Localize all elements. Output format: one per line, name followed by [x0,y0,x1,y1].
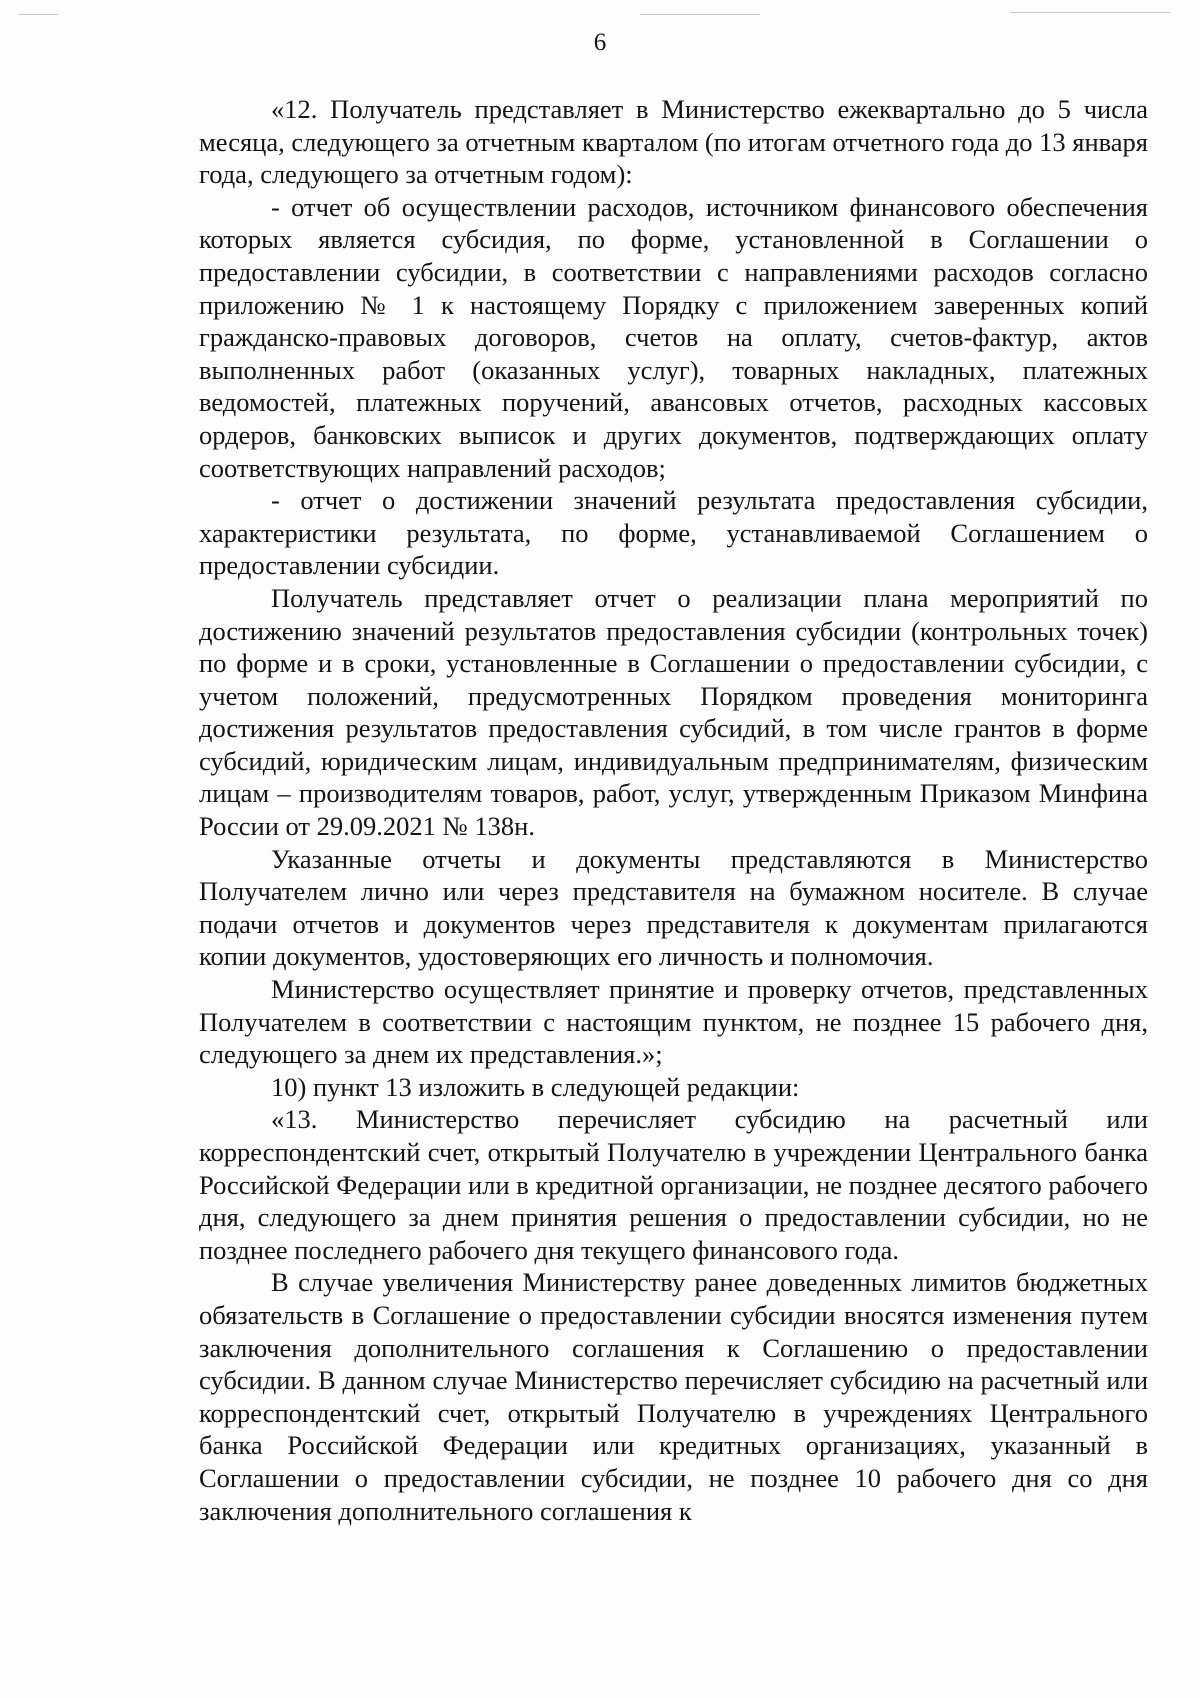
paragraph-item-12: «12. Получатель представляет в Министерство ежеквартально до 5 числа месяца, следующего за отчетным кварталом (по итогам отчетного года до 13 января года, следующего за отчетным годом): [199,94,1148,190]
paragraph-limit-increase: В случае увеличения Министерству ранее доведенных лимитов бюджетных обязательств в Соглашение о предоставлении субсидии вносятся изменения путем заключения дополнительного соглашения к Соглашению о предоставлении субсидии. В данном случае Министерство перечисляет субсидию на расчетный или корреспондентский счет, открытый Получателю в учреждениях Центрального банка Российской Федерации или кредитных организациях, указанный в Соглашении о предоставлении субсидии, не позднее 10 рабочего дня со дня заключения дополнительного соглашения к [199,1267,1148,1526]
paragraph-amendment-10: 10) пункт 13 изложить в следующей редакции: [271,1071,800,1102]
scan-edge-mark [1010,12,1170,13]
page-number: 6 [593,29,607,56]
paragraph-plan-report: Получатель представляет отчет о реализации плана мероприятий по достижению значений результатов предоставления субсидии (контрольных точек) по форме и в сроки, установленные в Соглашении о предоставлении субсидии, с учетом положений, предусмотренных Порядком проведения мониторинга достижения результатов предоставления субсидий, в том числе грантов в форме субсидий, юридическим лицам, индивидуальным предпринимателям, физическим лицам – производителям товаров, работ, услуг, утвержденным Приказом Минфина России от 29.09.2021 № 138н. [199,582,1148,842]
paragraph-verification: Министерство осуществляет принятие и проверку отчетов, представленных Получателем в соответствии с настоящим пунктом, не позднее 15 рабочего дня, следующего за днем их представления.»; [199,974,1148,1070]
scan-edge-mark [640,14,760,15]
paragraph-submission: Указанные отчеты и документы представляются в Министерство Получателем лично или через представителя на бумажном носителе. В случае подачи отчетов и документов через представителя к документам прилагаются копии документов, удостоверяющих его личность и полномочия. [199,843,1148,972]
paragraph-item-13: «13. Министерство перечисляет субсидию на расчетный или корреспондентский счет, открытый Получателю в учреждении Центрального банка Российской Федерации или в кредитной организации, не позднее десятого рабочего дня, следующего за днем принятия решения о предоставлении субсидии, но не позднее последнего рабочего дня текущего финансового года. [199,1104,1148,1265]
paragraph-expense-report: - отчет об осуществлении расходов, источником финансового обеспечения которых является субсидия, по форме, установленной в Соглашении о предоставлении субсидии, в соответствии с направлениями расходов согласно приложению № 1 к настоящему Порядку с приложением заверенных копий гражданско-правовых договоров, счетов на оплату, счетов-фактур, актов выполненных работ (оказанных услуг), товарных накладных, платежных ведомостей, платежных поручений, авансовых отчетов, расходных кассовых ордеров, банковских выписок и других документов, подтверждающих оплату соответствующих направлений расходов; [199,191,1148,483]
paragraph-result-report: - отчет о достижении значений результата предоставления субсидии, характеристики результата, по форме, устанавливаемой Соглашением о предоставлении субсидии. [199,485,1148,581]
document-body [199,93,1148,1527]
scan-edge-mark [18,14,58,15]
